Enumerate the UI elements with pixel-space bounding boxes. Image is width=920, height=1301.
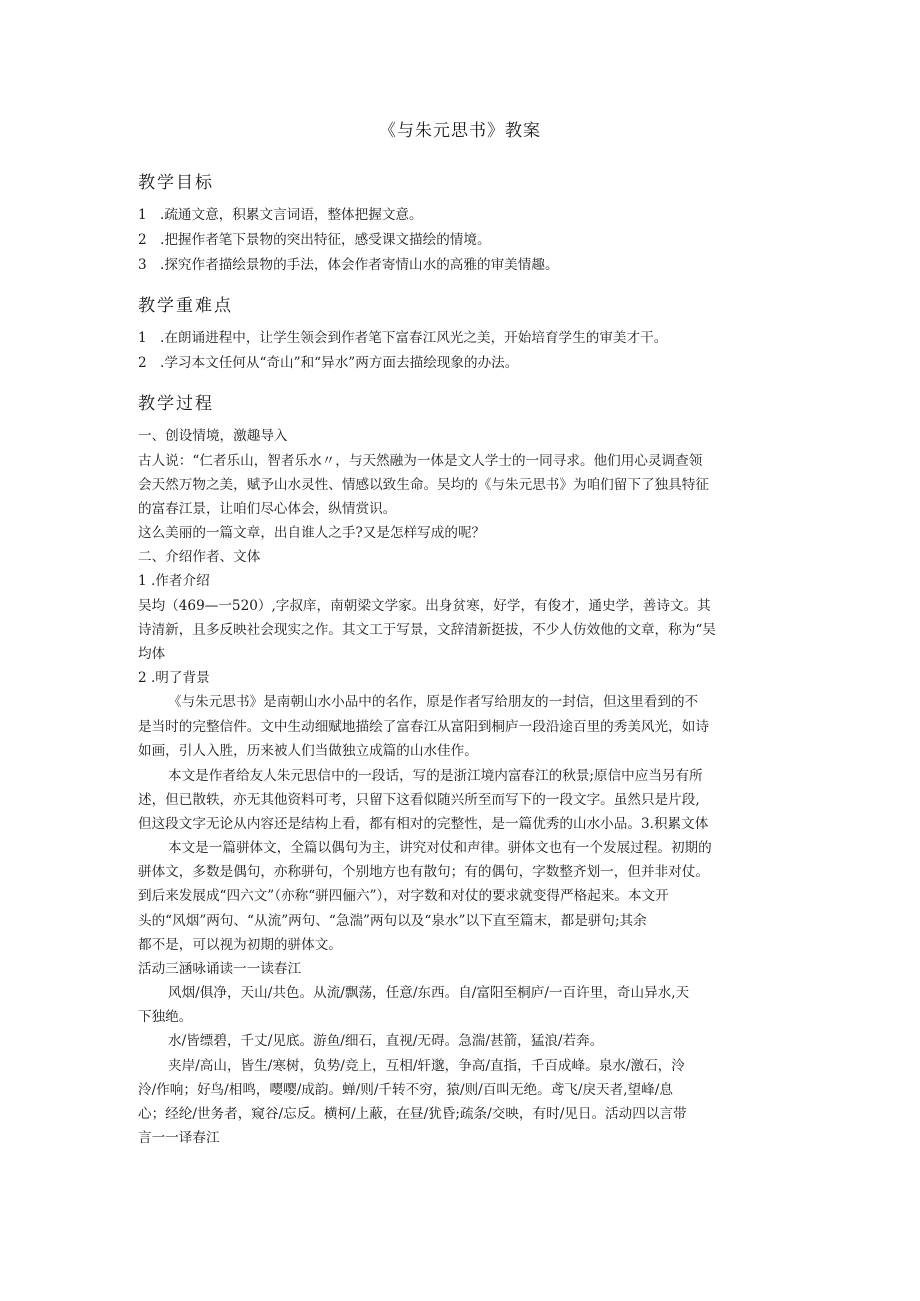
goal-item: 2 .把握作者笔下景物的突出特征，感受课文描绘的情境。 — [138, 232, 491, 248]
goal-item: 1 .疏通文意，积累文言词语，整体把握文意。 — [138, 207, 423, 223]
process-line: 二、介绍作者、文体 — [138, 549, 261, 565]
process-line: 吴均（469—一520）,字叔庠，南朝梁文学家。出身贫寒，好学，有俊才，通史学，善诗文。其 — [138, 598, 711, 614]
process-line: 骈体文，多数是偶句，亦称骈句，个别地方也有散句；有的偶句，字数整齐划一，但并非对仗。 — [138, 864, 709, 880]
process-line: 但这段文字无论从内容还是结构上看，都有相对的完整性，是一篇优秀的山水小品。3.积累文体 — [138, 816, 709, 832]
process-line: 本文是一篇骈体文，全篇以偶句为主，讲究对仗和声律。骈体文也有一个发展过程。初期的 — [168, 840, 712, 856]
process-line: 头的“风烟”两句、“从流”两句、“急湍”两句以及“泉水”以下直至篇末，都是骈句;其余 — [138, 913, 647, 929]
process-line: 2 .明了背景 — [138, 670, 210, 686]
process-line: 都不是，可以视为初期的骈体文。 — [138, 937, 342, 953]
goal-item: 3 .探究作者描绘景物的手法，体会作者寄情山水的高雅的审美情趣。 — [138, 257, 559, 273]
process-line: 活动三涵咏诵读一一读春江 — [138, 961, 302, 977]
keypoint-item: 2 .学习本文任何从“奇山”和“异水”两方面去描绘现象的办法。 — [138, 355, 519, 371]
process-line: 1 .作者介绍 — [138, 573, 210, 589]
process-line: 到后来发展成“四六文”（亦称“骈四俪六”），对字数和对仗的要求就变得严格起来。本文开 — [138, 888, 669, 904]
process-line: 的富春江景，让咱们尽心体会，纵情赏识。 — [138, 501, 397, 517]
process-line: 下独绝。 — [138, 1009, 193, 1025]
process-line: 这么美丽的一篇文章，出自谁人之手?又是怎样写成的呢？ — [138, 525, 486, 541]
heading-teaching-goals: 教学目标 — [138, 173, 214, 193]
process-line: 本文是作者给友人朱元思信中的一段话，写的是浙江境内富春江的秋景;原信中应当另有所 — [168, 768, 703, 784]
process-line: 古人说：“仁者乐山，智者乐水〃，与天然融为一体是文人学士的一同寻求。他们用心灵调查领 — [138, 453, 703, 469]
process-line: 诗清新，且多反映社会现实之作。其文工于写景，文辞清新挺拔，不少人仿效他的文章，称为“吴 — [138, 622, 716, 638]
process-line: 风烟/俱净，天山/共色。从流/飘荡，任意/东西。自/富阳至桐庐/一百许里，奇山异水,天 — [168, 985, 690, 1001]
keypoint-item: 1 .在朗诵进程中，让学生领会到作者笔下富春江风光之美，开始培育学生的审美才干。 — [138, 330, 668, 346]
process-line: 言一一译春江 — [138, 1130, 220, 1146]
process-line: 心；经纶/世务者，窥谷/忘反。横柯/上蔽，在昼/犹昏;疏条/交映，有时/见日。活动四以言带 — [138, 1106, 687, 1122]
process-line: 如画，引人入胜，历来被人们当做独立成篇的山水佳作。 — [138, 743, 478, 759]
process-line: 会天然万物之美，赋予山水灵性、情感以致生命。吴均的《与朱元思书》为咱们留下了独具特征 — [138, 477, 709, 493]
heading-teaching-process: 教学过程 — [138, 394, 214, 414]
heading-key-points: 教学重难点 — [138, 296, 233, 316]
process-line: 水/皆缥碧，千丈/见底。游鱼/细石，直视/无碍。急湍/甚箭，猛浪/若奔。 — [168, 1033, 604, 1049]
process-line: 均体 — [138, 646, 166, 662]
document-title: 《与朱元思书》教案 — [379, 121, 541, 141]
process-line: 泠/作响；好鸟/相鸣，嘤嘤/成韵。蝉/则/千转不穷，猿/则/百叫无绝。鸢飞/戾天者,望峰/息 — [138, 1082, 673, 1098]
process-line: 夹岸/高山，皆生/寒树，负势/竞上，互相/轩邈，争高/直指，千百成峰。泉水/激石，泠 — [168, 1058, 685, 1074]
process-line: 一、创设情境，激趣导入 — [138, 428, 288, 444]
process-line: 《与朱元思书》是南朝山水小品中的名作，原是作者写给朋友的一封信，但这里看到的不 — [168, 694, 699, 710]
process-line: 是当时的完整信件。文中生动细赋地描绘了富春江从富阳到桐庐一段沿途百里的秀美风光，如诗 — [138, 719, 709, 735]
process-line: 述，但已散轶，亦无其他资料可考，只留下这看似随兴所至而写下的一段文字。虽然只是片段, — [138, 792, 700, 808]
